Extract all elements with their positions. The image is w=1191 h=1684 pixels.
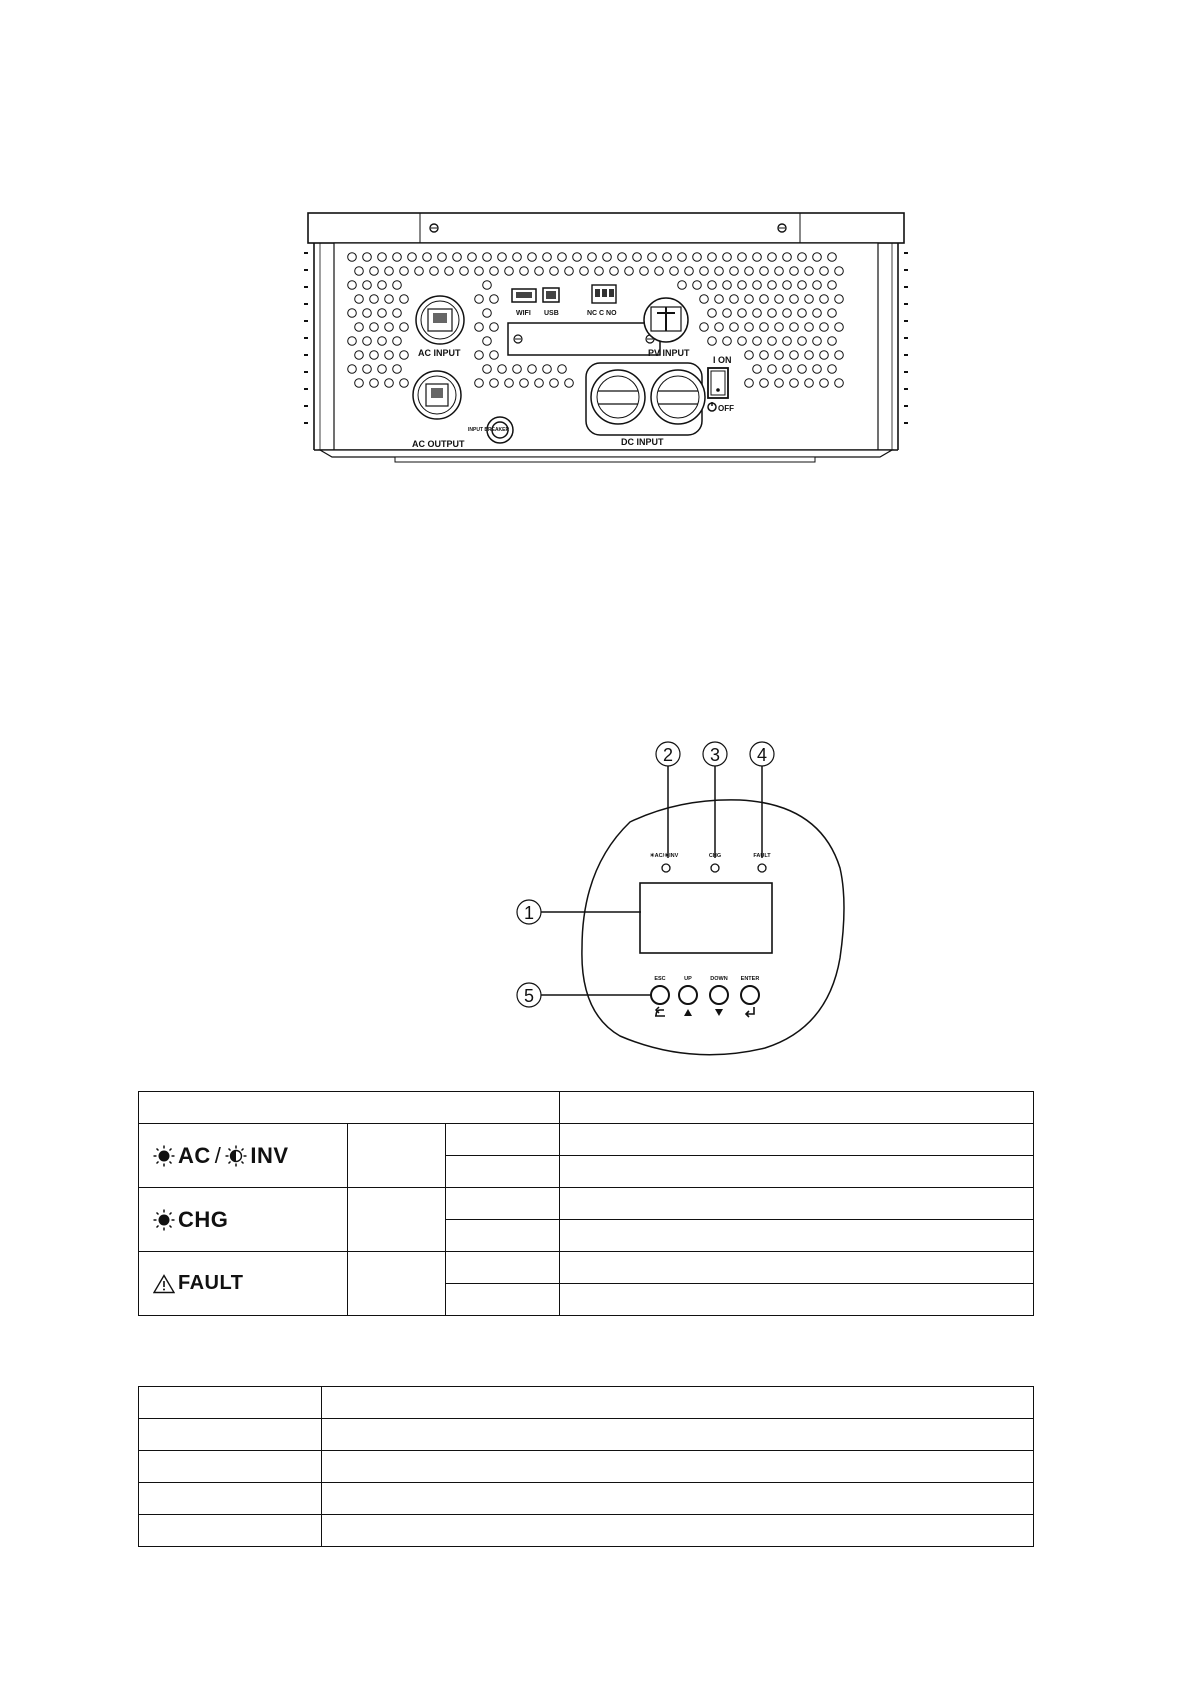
vent-hole [783,281,792,290]
vent-hole [378,337,387,346]
table-cell [139,1483,322,1515]
vent-hole [783,337,792,346]
down-label: DOWN [710,976,728,982]
vent-hole [813,281,822,290]
vent-hole [835,323,844,332]
vent-hole [813,309,822,318]
vent-hole [693,253,702,262]
front-panel-figure [510,718,850,1060]
vent-hole [678,253,687,262]
vent-hole [835,267,844,276]
svg-text:2: 2 [662,745,674,765]
vent-hole [715,323,724,332]
vent-hole [708,253,717,262]
vent-hole [370,379,379,388]
vent-hole [768,337,777,346]
ac-inv-led [662,864,670,872]
vent-hole [730,267,739,276]
vent-hole [355,267,364,276]
vent-hole [805,323,814,332]
vent-hole [355,351,364,360]
vent-hole [760,323,769,332]
vent-hole [753,253,762,262]
relay-label: NC C NO [587,310,617,317]
esc-button[interactable] [651,986,669,1004]
vent-hole [768,365,777,374]
table-cell [139,1451,322,1483]
switch-on-label: I ON [713,355,732,365]
vent-hole [468,253,477,262]
vent-hole [783,253,792,262]
vent-hole [363,253,372,262]
vent-hole [400,267,409,276]
table-cell [560,1284,1034,1316]
vent-hole [498,253,507,262]
vent-hole [363,365,372,374]
vent-hole [708,309,717,318]
sun-icon [153,1145,175,1167]
vent-hole [438,253,447,262]
vent-hole [715,295,724,304]
table-cell [139,1387,322,1419]
vent-hole [400,323,409,332]
vent-hole [415,267,424,276]
vent-hole [708,337,717,346]
vent-hole [363,337,372,346]
vent-hole [385,267,394,276]
vent-hole [790,379,799,388]
vent-hole [550,267,559,276]
vent-hole [378,253,387,262]
table-cell [446,1284,560,1316]
vent-hole [400,351,409,360]
vent-hole [820,351,829,360]
vent-hole [798,337,807,346]
back-arrow-icon [655,1007,665,1016]
up-label: UP [684,976,692,982]
vent-hole [483,365,492,374]
lcd-display [640,883,772,953]
vent-hole [565,379,574,388]
vent-hole [505,379,514,388]
vent-hole [483,253,492,262]
vent-hole [783,309,792,318]
vent-hole [775,351,784,360]
up-button[interactable] [679,986,697,1004]
vent-hole [513,365,522,374]
vent-hole [723,337,732,346]
vent-hole [618,253,627,262]
table-cell [446,1156,560,1188]
table-cell [348,1188,446,1252]
table-cell [560,1124,1034,1156]
vent-hole [528,365,537,374]
vent-hole [408,253,417,262]
vent-hole [393,253,402,262]
vent-hole [805,379,814,388]
vent-hole [640,267,649,276]
down-button[interactable] [710,986,728,1004]
vent-hole [828,337,837,346]
table-cell [446,1220,560,1252]
vent-hole [348,309,357,318]
vent-hole [738,309,747,318]
vent-hole [715,267,724,276]
vent-hole [730,295,739,304]
table-cell [348,1124,446,1188]
vent-hole [798,253,807,262]
ac-output-label: AC OUTPUT [412,439,465,449]
vent-hole [663,253,672,262]
vent-hole [580,267,589,276]
vent-hole [738,253,747,262]
vent-hole [385,351,394,360]
chg-led [711,864,719,872]
fault-indicator-label: FAULT [178,1272,244,1294]
vent-hole [513,253,522,262]
table-cell [322,1515,1034,1547]
table-cell [560,1220,1034,1252]
vent-hole [775,295,784,304]
vent-hole [820,267,829,276]
fault-led [758,864,766,872]
table-cell [139,1419,322,1451]
vent-hole [400,379,409,388]
vent-hole [700,267,709,276]
vent-hole [355,323,364,332]
vent-hole [805,295,814,304]
vent-hole [385,295,394,304]
vent-hole [805,351,814,360]
vent-hole [475,267,484,276]
vent-hole [783,365,792,374]
vent-hole [753,337,762,346]
vent-hole [798,309,807,318]
vent-hole [753,309,762,318]
table-cell [348,1252,446,1316]
vent-hole [475,379,484,388]
chg-indicator-label: CHG [178,1206,229,1232]
vent-hole [678,281,687,290]
svg-text:4: 4 [756,745,768,765]
vent-hole [813,253,822,262]
vent-hole [370,295,379,304]
vent-hole [700,295,709,304]
vent-hole [798,365,807,374]
vent-hole [588,253,597,262]
table-cell [560,1252,1034,1284]
vent-hole [543,365,552,374]
vent-hole [378,309,387,318]
usb-label: USB [544,310,559,317]
up-triangle-icon [684,1009,692,1016]
vent-hole [550,379,559,388]
vent-hole [633,253,642,262]
vent-hole [753,365,762,374]
vent-hole [670,267,679,276]
vent-hole [378,365,387,374]
button-function-table [138,1386,1034,1547]
table-row [139,1451,1034,1483]
fault-indicator-cell [139,1252,348,1316]
vent-hole [790,323,799,332]
vent-hole [835,295,844,304]
table-cell [322,1451,1034,1483]
sun-icon [153,1209,175,1231]
vent-hole [558,365,567,374]
vent-hole [385,379,394,388]
vent-hole [348,281,357,290]
vent-hole [723,253,732,262]
table-cell [139,1515,322,1547]
input-breaker-label: INPUT BREAKER [468,427,510,433]
vent-hole [430,267,439,276]
vent-hole [543,253,552,262]
vent-hole [760,379,769,388]
vent-hole [445,267,454,276]
vent-hole [490,379,499,388]
vent-hole [790,351,799,360]
vent-hole [378,281,387,290]
vent-hole [535,379,544,388]
vent-hole [820,323,829,332]
vent-hole [655,267,664,276]
vent-hole [738,281,747,290]
table-cell [446,1124,560,1156]
vent-hole [745,379,754,388]
vent-hole [483,281,492,290]
switch-off-label: OFF [718,404,734,413]
vent-hole [490,295,499,304]
vent-hole [730,323,739,332]
wifi-label: WIFI [516,310,531,317]
vent-hole [460,267,469,276]
chg-indicator-cell [139,1188,348,1252]
table-row [139,1124,1034,1156]
vent-hole [790,295,799,304]
vent-hole [693,281,702,290]
vent-hole [760,351,769,360]
table-row [139,1252,1034,1284]
vent-hole [565,267,574,276]
vent-hole [535,267,544,276]
vent-hole [745,295,754,304]
vent-hole [648,253,657,262]
table-cell [322,1483,1034,1515]
vent-hole [483,337,492,346]
led-label-fault: FAULT [753,853,771,859]
vent-hole [828,365,837,374]
vent-hole [400,295,409,304]
table-cell [446,1188,560,1220]
led-label-ac-inv: ☀AC/☀INV [649,853,679,859]
ac-inv-indicator-cell: AC / INV [139,1124,348,1188]
vent-hole [393,337,402,346]
vent-hole [760,267,769,276]
ac-input-label: AC INPUT [418,348,461,358]
vent-hole [558,253,567,262]
vent-hole [835,379,844,388]
vent-hole [483,309,492,318]
vent-hole [348,365,357,374]
vent-hole [348,253,357,262]
vent-hole [798,281,807,290]
vent-hole [610,267,619,276]
enter-label: ENTER [740,976,760,982]
vent-hole [820,379,829,388]
vent-hole [723,309,732,318]
vent-hole [685,267,694,276]
vent-hole [768,253,777,262]
led-indicator-table [138,1091,1034,1316]
vent-hole [573,253,582,262]
vent-hole [753,281,762,290]
vent-hole [775,379,784,388]
table-cell [446,1252,560,1284]
vent-hole [738,337,747,346]
vent-hole [363,309,372,318]
vent-hole [760,295,769,304]
vent-hole [520,379,529,388]
vent-hole [520,267,529,276]
vent-hole [775,323,784,332]
vent-hole [355,379,364,388]
svg-text:5: 5 [523,986,535,1006]
vent-hole [385,323,394,332]
vent-hole [745,351,754,360]
vent-hole [393,309,402,318]
vent-hole [775,267,784,276]
vent-hole [355,295,364,304]
vent-hole [708,281,717,290]
vent-hole [498,365,507,374]
vent-hole [828,253,837,262]
vent-hole [370,267,379,276]
vent-hole [828,281,837,290]
vent-hole [603,253,612,262]
enter-arrow-icon [746,1007,754,1017]
vent-hole [453,253,462,262]
half-sun-icon [225,1145,247,1167]
vent-hole [768,309,777,318]
table-row [139,1419,1034,1451]
vent-hole [828,309,837,318]
table-cell [322,1419,1034,1451]
led-table-header-cell [139,1092,560,1124]
vent-hole [423,253,432,262]
table-row [139,1387,1034,1419]
table-row [139,1483,1034,1515]
vent-hole [393,365,402,374]
vent-hole [505,267,514,276]
esc-label: ESC [654,976,666,982]
vent-hole [370,323,379,332]
led-label-chg: CHG [708,853,722,859]
svg-text:3: 3 [709,745,721,765]
vent-hole [370,351,379,360]
led-table-header-cell [560,1092,1034,1124]
vent-hole [745,267,754,276]
vent-hole [490,351,499,360]
table-cell [560,1156,1034,1188]
table-row [139,1515,1034,1547]
vent-hole [475,351,484,360]
table-row [139,1188,1034,1220]
vent-hole [723,281,732,290]
vent-hole [393,281,402,290]
table-cell [322,1387,1034,1419]
table-cell [560,1188,1034,1220]
enter-button[interactable] [741,986,759,1004]
vent-hole [490,267,499,276]
svg-text:1: 1 [523,903,535,923]
vent-hole [490,323,499,332]
vent-hole [348,337,357,346]
vent-hole [595,267,604,276]
vent-hole [528,253,537,262]
vent-hole [790,267,799,276]
vent-hole [820,295,829,304]
vent-hole [835,351,844,360]
vent-hole [700,323,709,332]
warning-icon [153,1274,175,1294]
vent-hole [745,323,754,332]
led-table-header-row [139,1092,1034,1124]
vent-hole [813,337,822,346]
down-triangle-icon [715,1009,723,1016]
vent-hole [805,267,814,276]
vent-hole [363,281,372,290]
pv-input-label: PV INPUT [648,348,690,358]
vent-hole [768,281,777,290]
vent-hole [813,365,822,374]
vent-hole [475,295,484,304]
vent-hole [475,323,484,332]
rear-panel-figure [300,205,912,470]
dc-input-label: DC INPUT [621,437,664,447]
vent-hole [625,267,634,276]
